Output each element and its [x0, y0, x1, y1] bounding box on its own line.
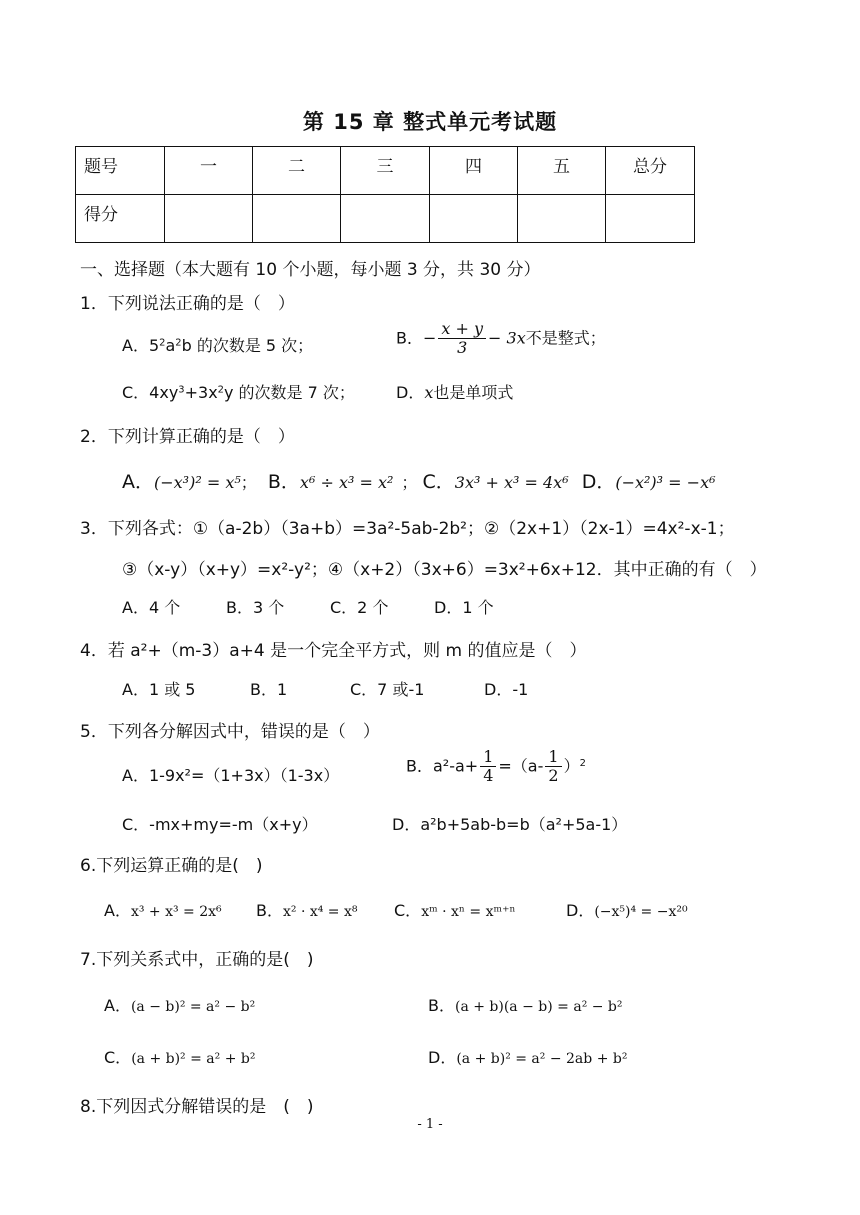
question-3-line-2: ③（x-y）（x+y）=x²-y²；④（x+2）（3x+6）=3x²+6x+12．其中正确的有（ ） — [122, 560, 767, 580]
page-number: - 1 - — [417, 1117, 443, 1132]
score-row-label: 得分 — [76, 195, 165, 243]
score-cell[interactable] — [606, 195, 695, 243]
q7-option-d: D．(a + b)² = a² − 2ab + b² — [428, 1048, 628, 1067]
q4-option-c: C．7 或-1 — [350, 680, 425, 699]
question-1-stem: 1．下列说法正确的是（ ） — [80, 294, 295, 314]
score-header-cell: 四 — [430, 147, 518, 195]
question-4-stem: 4．若 a²+（m-3）a+4 是一个完全平方式，则 m 的值应是（ ） — [80, 641, 587, 661]
question-3-line-1: 3．下列各式：①（a-2b）（3a+b）=3a²-5ab-2b²；②（2x+1）（2x-1）=4x²-x-1； — [80, 519, 735, 539]
question-2-stem: 2．下列计算正确的是（ ） — [80, 427, 295, 447]
question-6-stem: 6.下列运算正确的是( ) — [80, 856, 263, 876]
score-header-cell: 题号 — [76, 147, 165, 195]
q3-option-d: D．1 个 — [434, 598, 494, 617]
question-5-stem: 5．下列各分解因式中，错误的是（ ） — [80, 722, 380, 742]
score-header-cell: 二 — [253, 147, 341, 195]
q1-option-d: D．x也是单项式 — [396, 383, 514, 402]
q6-option-c: C．xᵐ · xⁿ = xᵐ⁺ⁿ — [394, 901, 516, 920]
q3-option-c: C．2 个 — [330, 598, 389, 617]
score-header-cell: 总分 — [606, 147, 695, 195]
score-table-header-row — [76, 147, 695, 195]
q7-option-b: B．(a + b)(a − b) = a² − b² — [428, 996, 623, 1015]
q7-option-a: A．(a − b)² = a² − b² — [104, 996, 256, 1015]
q1-option-a: A．$5^2a^2b$ 的次数是 5 次； — [122, 336, 314, 355]
q1-option-b: B．− $\frac{x + y}{3}$ − 3x不是整式； — [396, 319, 606, 358]
score-table-score-row — [76, 195, 695, 243]
question-7-stem: 7.下列关系式中，正确的是( ) — [80, 950, 314, 970]
score-header-cell: 三 — [341, 147, 430, 195]
score-table — [75, 146, 695, 243]
question-8-stem: 8.下列因式分解错误的是 ( ) — [80, 1097, 314, 1117]
score-header-cell: 一 — [165, 147, 253, 195]
score-cell[interactable] — [253, 195, 341, 243]
q5-option-d: D．a²b+5ab-b=b（a²+5a-1） — [392, 815, 628, 834]
score-cell[interactable] — [165, 195, 253, 243]
page-title: 第 15 章 整式单元考试题 — [302, 110, 558, 134]
q3-option-b: B．3 个 — [226, 598, 285, 617]
score-cell[interactable] — [430, 195, 518, 243]
score-cell[interactable] — [518, 195, 606, 243]
score-header-cell: 五 — [518, 147, 606, 195]
q7-option-c: C．(a + b)² = a² + b² — [104, 1048, 256, 1067]
q2-options: A．(−x³)² = x⁵； B．x⁶ ÷ x³ = x² ； C．3x³ + x³ = 4x⁶ D．(−x²)³ = −x⁶ — [122, 471, 716, 493]
q1-option-c: C．$4xy^3+3x^2y$ 的次数是 7 次； — [122, 383, 355, 402]
q6-option-d: D．(−x⁵)⁴ = −x²⁰ — [566, 901, 688, 920]
q4-option-b: B．1 — [250, 680, 288, 699]
q4-option-d: D．-1 — [484, 680, 529, 699]
q5-option-c: C．-mx+my=-m（x+y） — [122, 815, 318, 834]
score-cell[interactable] — [341, 195, 430, 243]
q3-option-a: A．4 个 — [122, 598, 181, 617]
section-heading: 一、选择题（本大题有 10 个小题，每小题 3 分，共 30 分） — [80, 260, 541, 280]
q5-option-b: B．a²-a+ $\frac{1}{4}$ =（a- $\frac{1}{2}$ ）$^2$ — [406, 747, 586, 786]
q5-option-a: A．1-9x²=（1+3x）（1-3x） — [122, 766, 340, 785]
q4-option-a: A．1 或 5 — [122, 680, 196, 699]
q6-option-a: A．x³ + x³ = 2x⁶ — [104, 901, 222, 920]
q6-option-b: B．x² · x⁴ = x⁸ — [256, 901, 358, 920]
